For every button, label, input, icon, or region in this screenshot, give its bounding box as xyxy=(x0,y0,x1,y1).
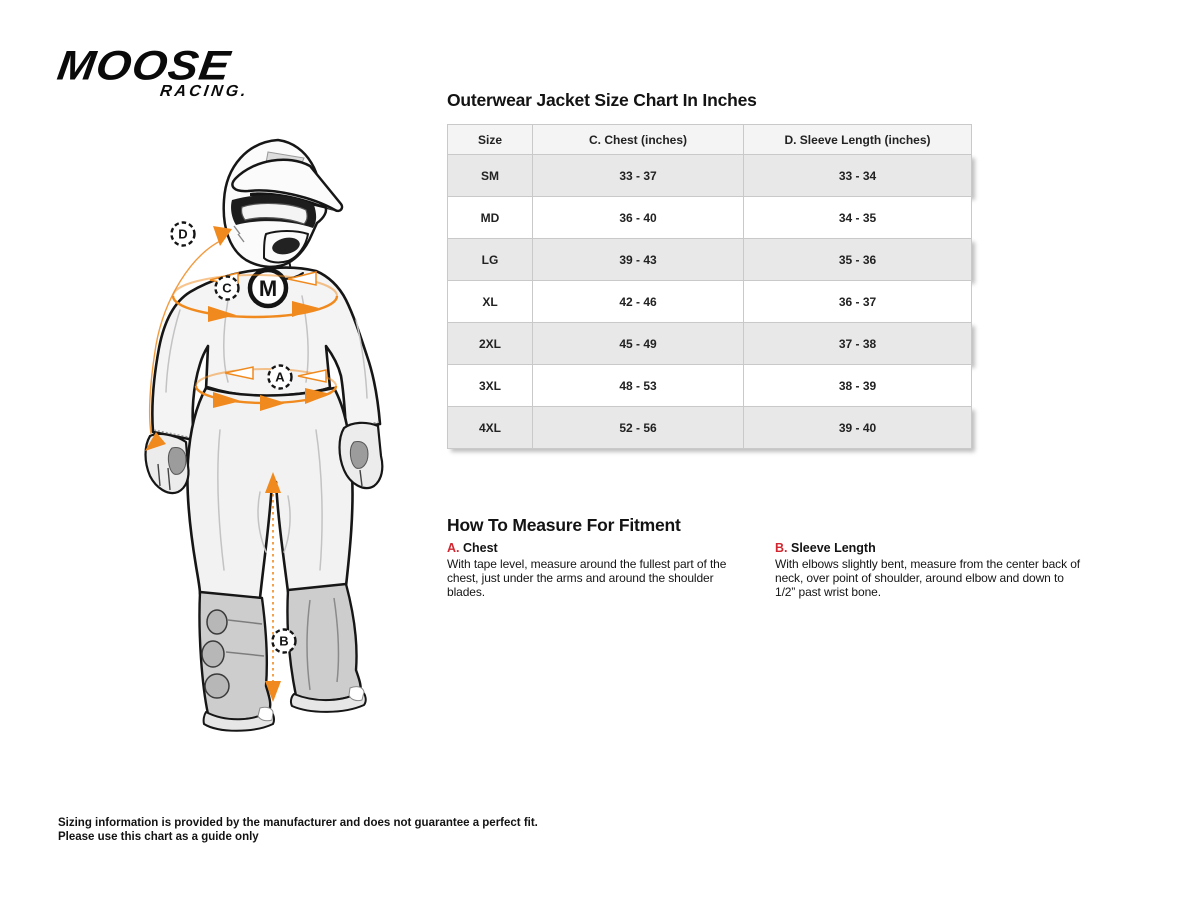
page-title: Outerwear Jacket Size Chart In Inches xyxy=(447,90,757,110)
cell-sleeve: 39 - 40 xyxy=(744,407,972,449)
cell-chest: 33 - 37 xyxy=(533,155,744,197)
cell-chest: 39 - 43 xyxy=(533,239,744,281)
right-boot-toe xyxy=(349,687,364,701)
cell-size: 3XL xyxy=(448,365,533,407)
size-table xyxy=(447,124,971,449)
cell-size: LG xyxy=(448,239,533,281)
table-row xyxy=(448,407,972,449)
header-sleeve: D. Sleeve Length (inches) xyxy=(744,125,972,155)
marker-letter-a: A xyxy=(275,369,285,385)
measure-heading: How To Measure For Fitment xyxy=(447,515,681,535)
cell-sleeve: 38 - 39 xyxy=(744,365,972,407)
cell-chest: 48 - 53 xyxy=(533,365,744,407)
brand-logo-main: MOOSE xyxy=(54,41,234,89)
cell-sleeve: 37 - 38 xyxy=(744,323,972,365)
disclaimer xyxy=(58,817,538,844)
table-row xyxy=(448,323,972,365)
marker-inseam xyxy=(273,630,296,653)
chest-logo-letter: M xyxy=(258,276,278,301)
disclaimer-line-1: Sizing information is provided by the manufacturer and does not guarantee a perfect fit. xyxy=(58,817,538,829)
marker-waist xyxy=(269,366,292,389)
marker-sleeve xyxy=(172,223,195,246)
table-row xyxy=(448,197,972,239)
cell-size: 2XL xyxy=(448,323,533,365)
measure-item-chest xyxy=(447,541,749,599)
marker-chest xyxy=(216,277,239,300)
measure-sleeve-label: Sleeve Length xyxy=(790,541,876,555)
rider-helmet xyxy=(224,140,342,267)
disclaimer-line-2: Please use this chart as a guide only xyxy=(58,830,259,843)
cell-sleeve: 33 - 34 xyxy=(744,155,972,197)
marker-letter-c: C xyxy=(222,280,232,296)
header-row xyxy=(448,125,972,155)
cell-sleeve: 36 - 37 xyxy=(744,281,972,323)
table-row xyxy=(448,155,972,197)
table-row xyxy=(448,365,972,407)
cell-chest: 42 - 46 xyxy=(533,281,744,323)
table-row xyxy=(448,239,972,281)
measure-chest-label: Chest xyxy=(462,541,498,555)
cell-size: XL xyxy=(448,281,533,323)
cell-chest: 52 - 56 xyxy=(533,407,744,449)
size-table-body xyxy=(448,155,972,449)
header-size: Size xyxy=(448,125,533,155)
cell-sleeve: 34 - 35 xyxy=(744,197,972,239)
rider-boots xyxy=(199,584,365,731)
cell-size: 4XL xyxy=(448,407,533,449)
measure-item-sleeve xyxy=(775,541,1087,599)
cell-size: MD xyxy=(448,197,533,239)
measure-chest-title xyxy=(447,541,749,555)
cell-size: SM xyxy=(448,155,533,197)
table-row xyxy=(448,281,972,323)
cell-chest: 36 - 40 xyxy=(533,197,744,239)
marker-letter-b: B xyxy=(279,633,289,649)
size-table-head xyxy=(448,125,972,155)
marker-letter-d: D xyxy=(178,226,188,242)
header-chest: C. Chest (inches) xyxy=(533,125,744,155)
left-boot-toe xyxy=(258,707,273,721)
measure-sleeve-letter: B. xyxy=(775,541,788,555)
brand-logo-sub: RACING. xyxy=(159,83,251,100)
cell-chest: 45 - 49 xyxy=(533,323,744,365)
measure-sleeve-text: With elbows slightly bent, measure from the center back of neck, over point of shoulder, around elbow and down to 1/2” past wrist bone. xyxy=(775,557,1081,599)
measure-chest-letter: A. xyxy=(447,541,460,555)
cell-sleeve: 35 - 36 xyxy=(744,239,972,281)
measure-sleeve-title xyxy=(775,541,1087,555)
size-table-grid xyxy=(447,124,972,449)
rider-measurement-figure xyxy=(120,130,440,750)
measure-chest-text: With tape level, measure around the fullest part of the chest, just under the arms and around the shoulder blades. xyxy=(447,557,727,599)
brand-logo xyxy=(55,42,255,104)
